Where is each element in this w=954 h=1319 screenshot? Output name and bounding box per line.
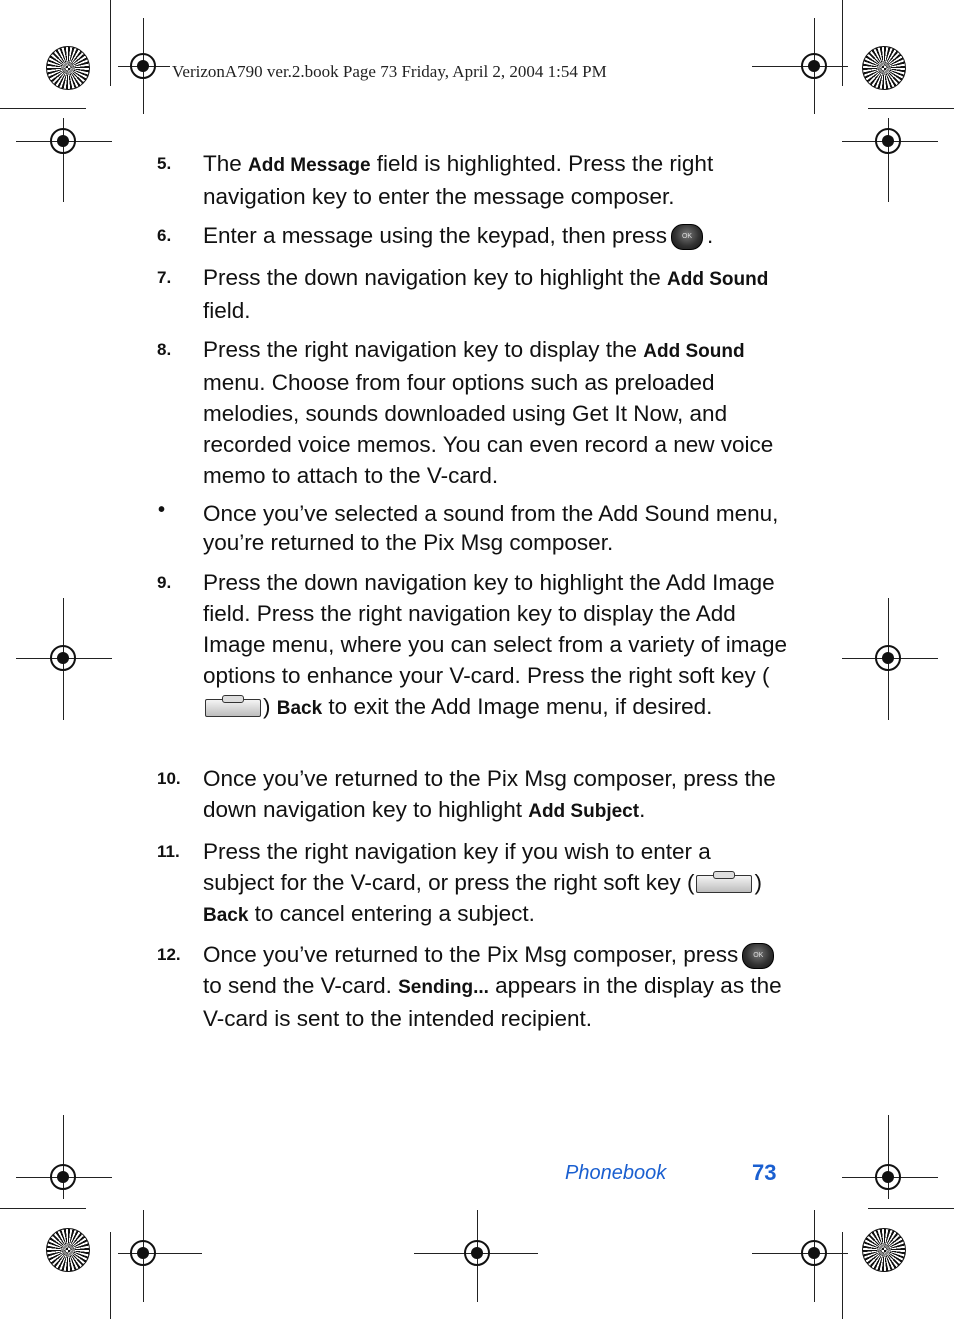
registration-mark-icon	[130, 53, 156, 79]
ui-label: Add Sound	[643, 341, 745, 362]
ui-label: Add Sound	[667, 269, 769, 290]
step-text: The Add Message field is highlighted. Press the right navigation key to enter the message composer.	[203, 151, 714, 209]
step-text: Press the down navigation key to highlight the Add Sound field.	[203, 265, 769, 323]
ui-label: Sending...	[398, 977, 489, 998]
step-text: Press the right navigation key to display the Add Sound menu. Choose from four options such as preloaded melodies, sounds downloaded using Get It Now, and recorded voice memos. You can even record a new voice memo to attach to the V-card.	[203, 337, 774, 488]
ui-label: Back	[276, 698, 323, 719]
registration-mark-icon	[875, 1164, 901, 1190]
step-number: 11.	[157, 842, 180, 861]
ui-label: Back	[203, 905, 249, 926]
star-target-icon	[46, 1228, 90, 1272]
step-number: 9.	[157, 573, 172, 592]
page-number: 73	[752, 1160, 777, 1185]
registration-mark-icon	[875, 128, 901, 154]
step-text: Once you’ve returned to the Pix Msg composer, press OK to send the V-card. Sending... appears in the display as the V-card is sent to the intended recipient.	[203, 942, 782, 1031]
step-text: Enter a message using the keypad, then press OK .	[203, 220, 788, 251]
registration-mark-icon	[50, 645, 76, 671]
right-soft-key-icon	[205, 699, 261, 717]
registration-mark-icon	[464, 1240, 490, 1266]
star-target-icon	[46, 46, 90, 90]
registration-mark-icon	[801, 1240, 827, 1266]
registration-mark-icon	[875, 645, 901, 671]
registration-mark-icon	[50, 1164, 76, 1190]
right-soft-key-icon	[696, 875, 752, 893]
print-header: VerizonA790 ver.2.book Page 73 Friday, April 2, 2004 1:54 PM	[172, 62, 607, 81]
star-target-icon	[862, 1228, 906, 1272]
step-number: 8.	[157, 340, 172, 359]
ui-label: Add Subject	[528, 801, 640, 822]
registration-mark-icon	[130, 1240, 156, 1266]
ok-key-icon: OK	[671, 224, 703, 250]
step-text: Once you’ve returned to the Pix Msg composer, press the down navigation key to highlight Add Subject.	[203, 766, 776, 822]
registration-mark-icon	[801, 53, 827, 79]
step-number: 6.	[157, 226, 172, 245]
ok-key-icon: OK	[742, 943, 774, 969]
bullet: •	[158, 499, 166, 521]
step-number: 12.	[157, 945, 181, 964]
star-target-icon	[862, 46, 906, 90]
step-number: 10.	[157, 769, 181, 788]
step-text: Press the down navigation key to highlight the Add Image field. Press the right navigation key to display the Add Image menu, where you can select from a variety of image options to enhance your V-card. Press the right soft key () Back to exit the Add Image menu, if desired.	[203, 570, 788, 719]
registration-mark-icon	[50, 128, 76, 154]
footer-section-title: Phonebook	[565, 1162, 667, 1184]
step-text: Once you’ve selected a sound from the Add Sound menu, you’re returned to the Pix Msg composer.	[203, 501, 779, 555]
step-number: 5.	[157, 154, 172, 173]
step-number: 7.	[157, 268, 172, 287]
step-text: Press the right navigation key if you wish to enter a subject for the V-card, or press the right soft key ( ) Back to cancel entering a subject.	[203, 839, 762, 926]
ui-label: Add Message	[248, 155, 371, 176]
